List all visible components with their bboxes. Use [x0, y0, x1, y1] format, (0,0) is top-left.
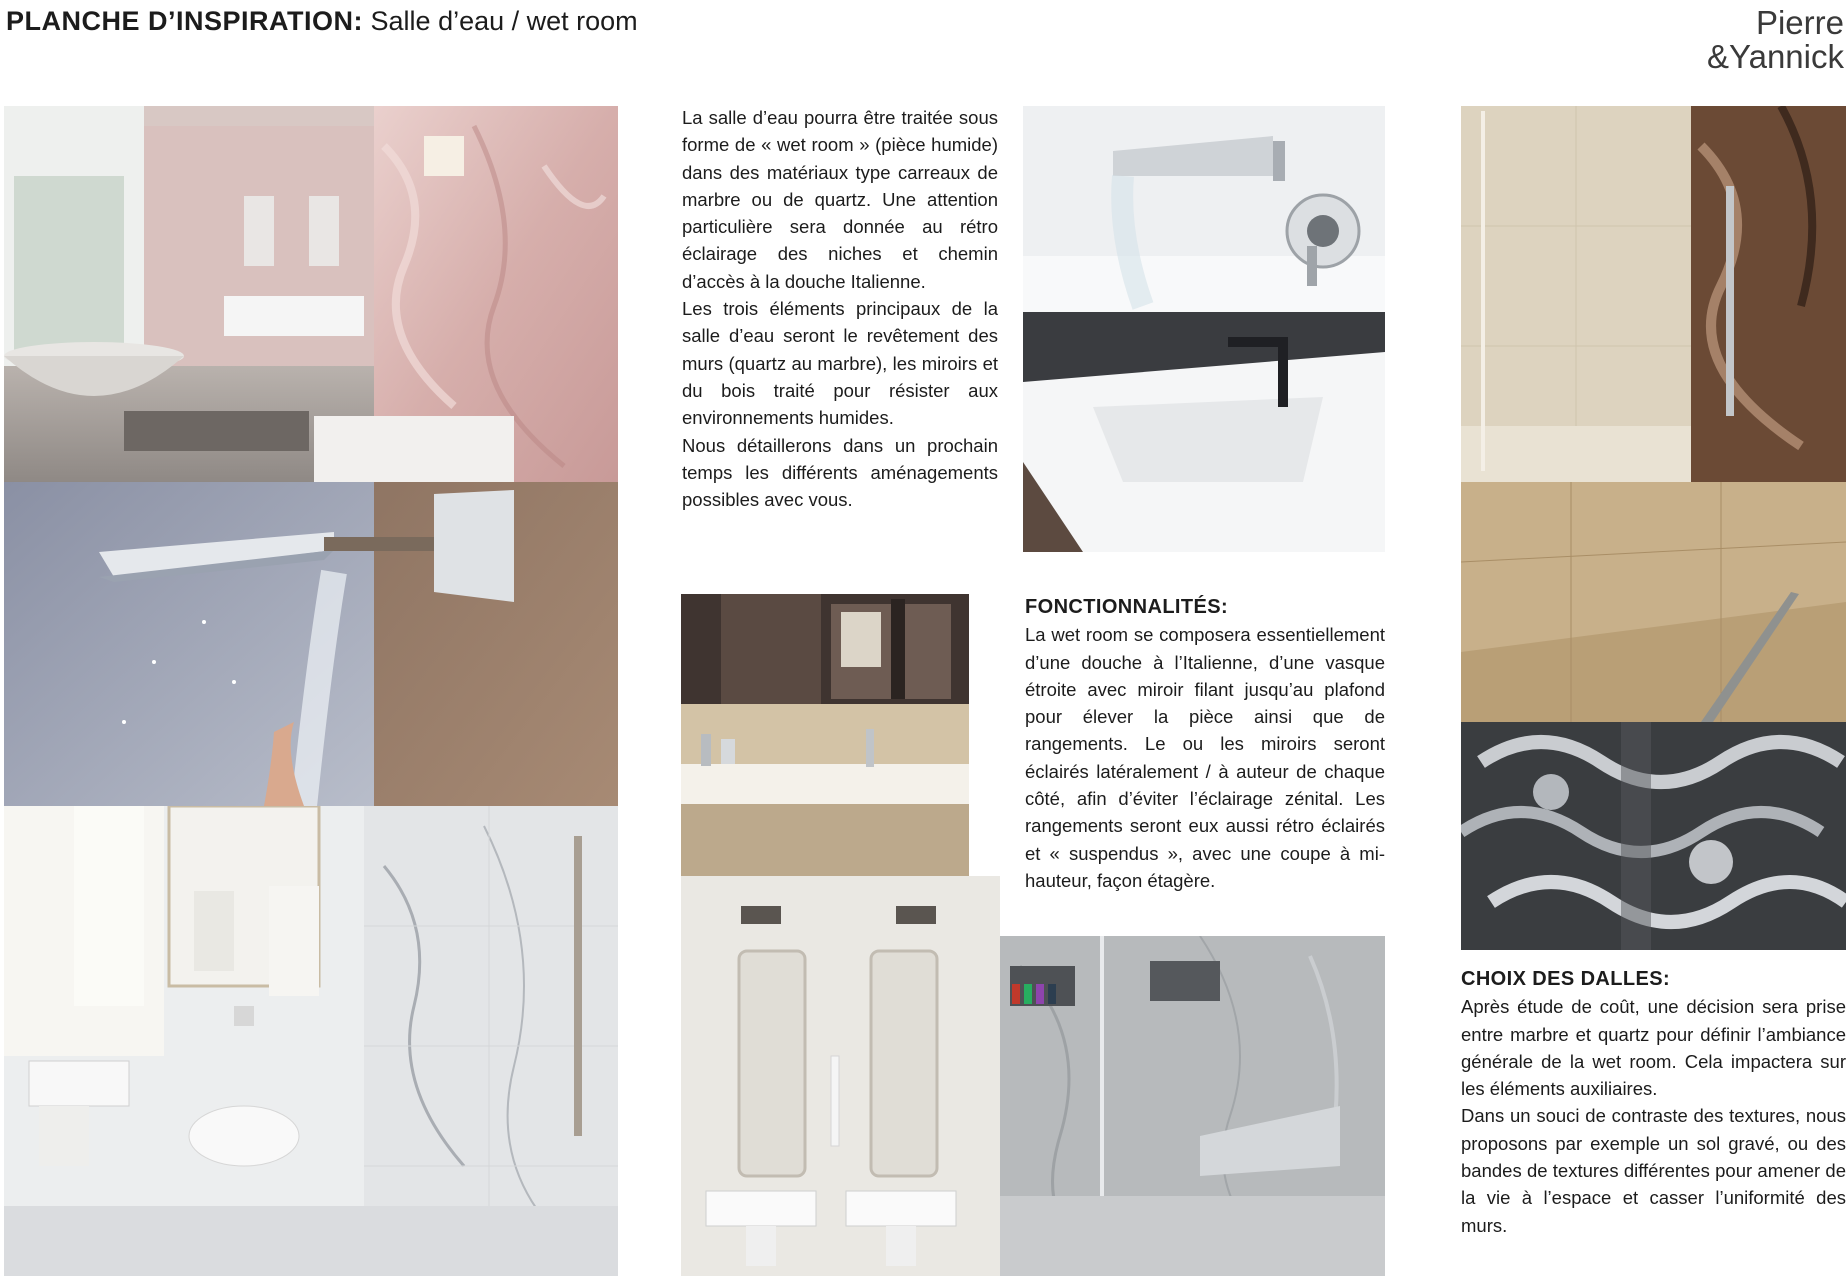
photo-square-basin-dark-tap	[1023, 312, 1385, 552]
brand-logo-line-1: Pierre	[1755, 4, 1844, 41]
page-title	[6, 6, 638, 37]
intro-paragraph-3: Nous détaillerons dans un prochain temps les différents aménagements possibles avec vous.	[682, 434, 998, 511]
tiles-paragraph-2: Dans un souci de contraste des textures, nous proposons par exemple un sol gravé, ou des bandes de textures différentes pour amener de la vie à l’espace et casser l’uniformité des murs.	[1461, 1105, 1846, 1236]
features-text-block	[1025, 594, 1385, 894]
brand-logo	[1692, 6, 1844, 74]
tiles-text-block	[1461, 966, 1846, 1239]
tiles-paragraph-1: Après étude de coût, une décision sera prise entre marbre et quartz pour définir l’ambiance générale de la wet room. Cela impactera sur les éléments auxiliaires.	[1461, 996, 1846, 1100]
tiles-heading: CHOIX DES DALLES:	[1461, 968, 1671, 990]
features-heading: FONCTIONNALITÉS:	[1025, 596, 1229, 618]
photo-pink-marble-bathroom	[4, 106, 618, 482]
page-title-subtitle: Salle d’eau / wet room	[370, 6, 638, 36]
intro-paragraph-1: La salle d’eau pourra être traitée sous forme de « wet room » (pièce humide) dans des matériaux type carreaux de marbre ou de quartz. Une attention particulière sera donnée au rétro éclairage des niches et chemin d’accès à la douche Italienne.	[682, 107, 998, 292]
photo-grey-marble-shower	[1000, 936, 1385, 1276]
photo-white-marble-wet-room	[4, 806, 618, 1276]
intro-text-block	[682, 104, 998, 513]
photo-waterfall-faucet	[1023, 106, 1385, 312]
brand-logo-line-2: &Yannick	[1707, 38, 1844, 75]
photo-marble-glass-shower	[1461, 106, 1846, 482]
intro-paragraph-2: Les trois éléments principaux de la salle d’eau seront le revêtement des murs (quartz au marbre), les miroirs et du bois traité pour résister aux environnements humides.	[682, 298, 998, 429]
photo-rain-shower-head	[4, 482, 618, 806]
photo-twin-mirrors-basins	[681, 876, 1000, 1276]
photo-travertine-vanity	[681, 594, 969, 876]
photo-engraved-floor-pattern	[1461, 722, 1846, 950]
photo-beige-stone-floor-drain	[1461, 482, 1846, 722]
features-paragraph: La wet room se composera essentiellement d’une douche à l’Italienne, d’une vasque étroite avec miroir filant jusqu’au plafond pour élever la pièce ainsi que de rangements. Le ou les miroirs seront éclairés latéralement / à auteur de chaque côté, afin d’éviter l’éclairage zénital. Les rangements seront eux aussi rétro éclairés et « suspendus », avec une coupe à mi-hauteur, façon étagère.	[1025, 624, 1385, 891]
page-title-bold: PLANCHE D’INSPIRATION:	[6, 6, 364, 36]
